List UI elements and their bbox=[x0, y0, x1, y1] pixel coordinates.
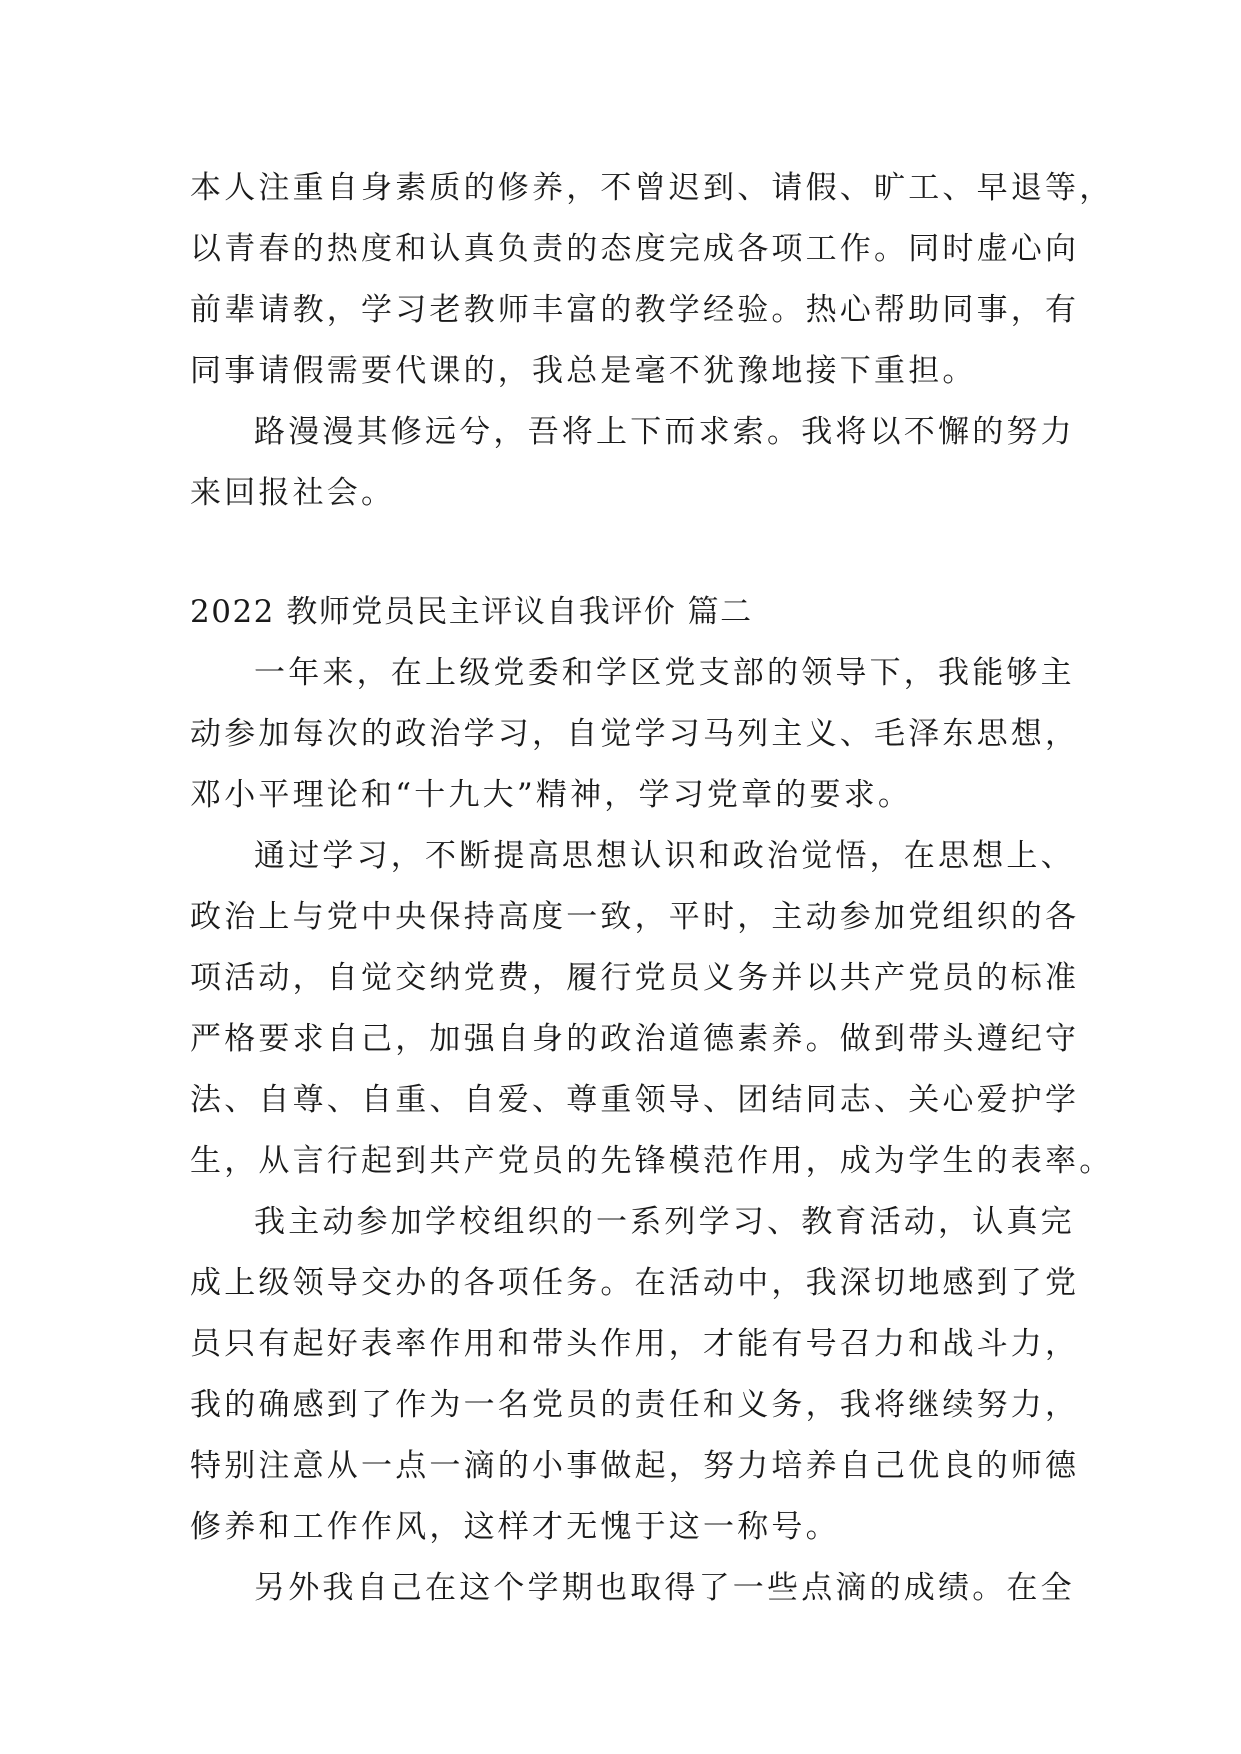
text-line: 生，从言行起到共产党员的先锋模范作用，成为学生的表率。 bbox=[190, 1143, 1114, 1179]
text-line: 我主动参加学校组织的一系列学习、教育活动，认真完 bbox=[254, 1204, 1075, 1240]
text-line: 通过学习，不断提高思想认识和政治觉悟，在思想上、 bbox=[254, 838, 1075, 874]
text-line: 动参加每次的政治学习，自觉学习马列主义、毛泽东思想， bbox=[190, 716, 1080, 752]
paragraph bbox=[190, 1558, 1075, 1619]
text-line: 同事请假需要代课的，我总是毫不犹豫地接下重担。 bbox=[190, 353, 977, 389]
paragraph bbox=[190, 643, 1080, 826]
paragraph bbox=[190, 826, 1114, 1192]
text-line: 本人注重自身素质的修养，不曾迟到、请假、旷工、早退等， bbox=[190, 170, 1114, 206]
paragraph bbox=[190, 158, 1114, 402]
text-line: 我的确感到了作为一名党员的责任和义务，我将继续努力， bbox=[190, 1387, 1080, 1423]
text-line: 邓小平理论和“十九大”精神，学习党章的要求。 bbox=[190, 777, 913, 813]
section-gap bbox=[190, 524, 1050, 582]
text-line: 路漫漫其修远兮，吾将上下而求索。我将以不懈的努力 bbox=[254, 414, 1075, 450]
text-line: 成上级领导交办的各项任务。在活动中，我深切地感到了党 bbox=[190, 1265, 1080, 1301]
text-line: 政治上与党中央保持高度一致，平时，主动参加党组织的各 bbox=[190, 899, 1080, 935]
text-line: 员只有起好表率作用和带头作用，才能有号召力和战斗力， bbox=[190, 1326, 1080, 1362]
text-line: 另外我自己在这个学期也取得了一些点滴的成绩。在全 bbox=[254, 1570, 1075, 1606]
text-line: 前辈请教，学习老教师丰富的教学经验。热心帮助同事，有 bbox=[190, 292, 1080, 328]
section-heading: 2022 教师党员民主评议自我评价 篇二 bbox=[190, 594, 753, 630]
text-line: 以青春的热度和认真负责的态度完成各项工作。同时虚心向 bbox=[190, 231, 1080, 267]
document-body bbox=[190, 158, 1114, 1619]
text-line: 特别注意从一点一滴的小事做起，努力培养自己优良的师德 bbox=[190, 1448, 1080, 1484]
text-line: 项活动，自觉交纳党费，履行党员义务并以共产党员的标准 bbox=[190, 960, 1080, 996]
text-line: 严格要求自己，加强自身的政治道德素养。做到带头遵纪守 bbox=[190, 1021, 1080, 1057]
text-line: 法、自尊、自重、自爱、尊重领导、团结同志、关心爱护学 bbox=[190, 1082, 1080, 1118]
paragraph bbox=[190, 1192, 1080, 1558]
text-line: 来回报社会。 bbox=[190, 475, 396, 511]
text-line: 一年来，在上级党委和学区党支部的领导下，我能够主 bbox=[254, 655, 1075, 691]
paragraph bbox=[190, 402, 1075, 524]
text-line: 修养和工作作风，这样才无愧于这一称号。 bbox=[190, 1509, 840, 1545]
